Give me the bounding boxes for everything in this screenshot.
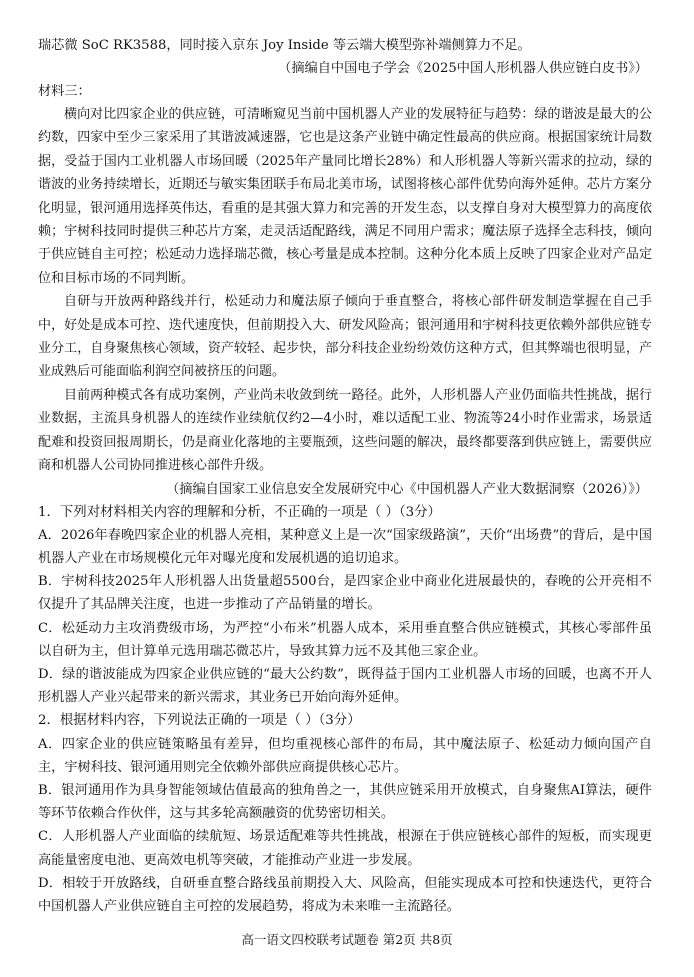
- question-2-option-a: A．四家企业的供应链策略虽有差异，但均重视核心部件的布局，其中魔法原子、松延动力倾向国产自主，宇树科技、银河通用则完全依赖外部供应商提供核心芯片。: [38, 736, 652, 775]
- question-1-stem: 1．下列对材料相关内容的理解和分析，不正确的一项是（ ）（3分）: [38, 504, 441, 520]
- source-citation-1: （摘编自中国电子学会《2025中国人形机器人供应链白皮书》）: [278, 61, 648, 76]
- question-2-option-c: C．人形机器人产业面临的续航短、场景适配难等共性挑战，根源在于供应链核心部件的短板，而实现更高能量密度电池、更高效电机等突破，才能推动产业进一步发展。: [38, 829, 652, 868]
- material-3-label: 材料三：: [38, 84, 91, 99]
- continued-text-line: 瑞芯微 SoC RK3588，同时接入京东 Joy Inside 等云端大模型弥补端侧算力不足。: [38, 38, 531, 53]
- material-3-paragraph-2: 自研与开放两种路线并行，松延动力和魔法原子倾向于垂直整合，将核心部件研发制造掌握在自己手中，好处是成本可控、迭代速度快，但前期投入大、研发风险高；银河通用和宇树科技更依赖外部供应链专业分工，自身聚焦核心领域，资产较轻、起步快，部分科技企业纷纷效仿这种方式，但其弊端也很明显，产业成熟后可能面临利润空间被挤压的问题。: [38, 294, 652, 380]
- page-footer: 高一语文四校联考试题卷 第2页 共8页: [241, 932, 453, 947]
- question-2-option-b: B．银河通用作为具身智能领域估值最高的独角兽之一，其供应链采用开放模式，自身聚焦AI算法，硬件等环节依赖合作伙伴，这与其多轮高额融资的优势密切相关。: [38, 782, 652, 822]
- question-1-option-c: C．松延动力主攻消费级市场，为严控“小布米”机器人成本，采用垂直整合供应链模式，其核心零部件虽以自研为主，但计算单元选用瑞芯微芯片，导致其算力远不及其他三家企业。: [38, 620, 652, 659]
- source-citation-2: （摘编自国家工业信息安全发展研究中心《中国机器人产业大数据洞察（2026）》）: [166, 481, 648, 497]
- question-1-option-d: D．绿的谐波能成为四家企业供应链的“最大公约数”，既得益于国内工业机器人市场的回暖，也离不开人形机器人产业兴起带来的新兴需求，其业务已开始向海外延伸。: [38, 666, 652, 706]
- material-3-paragraph-3: 目前两种模式各有成功案例，产业尚未收敛到统一路径。此外，人形机器人产业仍面临共性挑战，据行业数据，主流具身机器人的连续作业续航仅约2—4小时，难以适配工业、物流等24小时作业需求，场景适配难和投资回报周期长，仍是商业化落地的主要瓶颈，这些问题的解决，最终都要落到供应链上，需要供应商和机器人公司协同推进核心部件升级。: [38, 387, 652, 474]
- question-1-option-a: A．2026年春晚四家企业的机器人亮相，某种意义上是一次“国家级路演”，天价“出场费”的背后，是中国机器人产业在市场规模化元年对曝光度和发展机遇的追切追求。: [38, 527, 652, 566]
- question-1-option-b: B．宇树科技2025年人形机器人出货量超5500台，是四家企业中商业化进展最快的，春晚的公开亮相不仅提升了其品牌关注度，也进一步推动了产品销量的增长。: [38, 574, 652, 613]
- question-2-stem: 2．根据材料内容，下列说法正确的一项是（ ）（3分）: [38, 713, 361, 729]
- question-2-option-d: D．相较于开放路线，自研垂直整合路线虽前期投入大、风险高，但能实现成本可控和快速迭代，更符合中国机器人产业供应链自主可控的发展趋势，将成为未来唯一主流路径。: [38, 875, 652, 914]
- material-3-paragraph-1: 横向对比四家企业的供应链，可清晰窥见当前中国机器人产业的发展特征与趋势：绿的谐波是最大的公约数，四家中至少三家采用了其谐波减速器，它也是这条产业链中确定性最高的供应商。根据国家统计局数据，受益于国内工业机器人市场回暖（2025年产量同比增长28%）和人形机器人等新兴需求的拉动，绿的谐波的业务持续增长，近期还与敏实集团联手布局北美市场，试图将核心部件优势向海外延伸。芯片方案分化明显，银河通用选择英伟达，看重的是其强大算力和完善的开发生态，以支撑自身对大模型算力的高度依赖；宇树科技同时提供三种芯片方案，走灵活适配路线，满足不同用户需求；魔法原子选择全志科技，倾向于供应链自主可控；松延动力选择瑞芯微，核心考量是成本控制。这种分化本质上反映了四家企业对产品定位和目标市场的不同判断。: [38, 107, 652, 286]
